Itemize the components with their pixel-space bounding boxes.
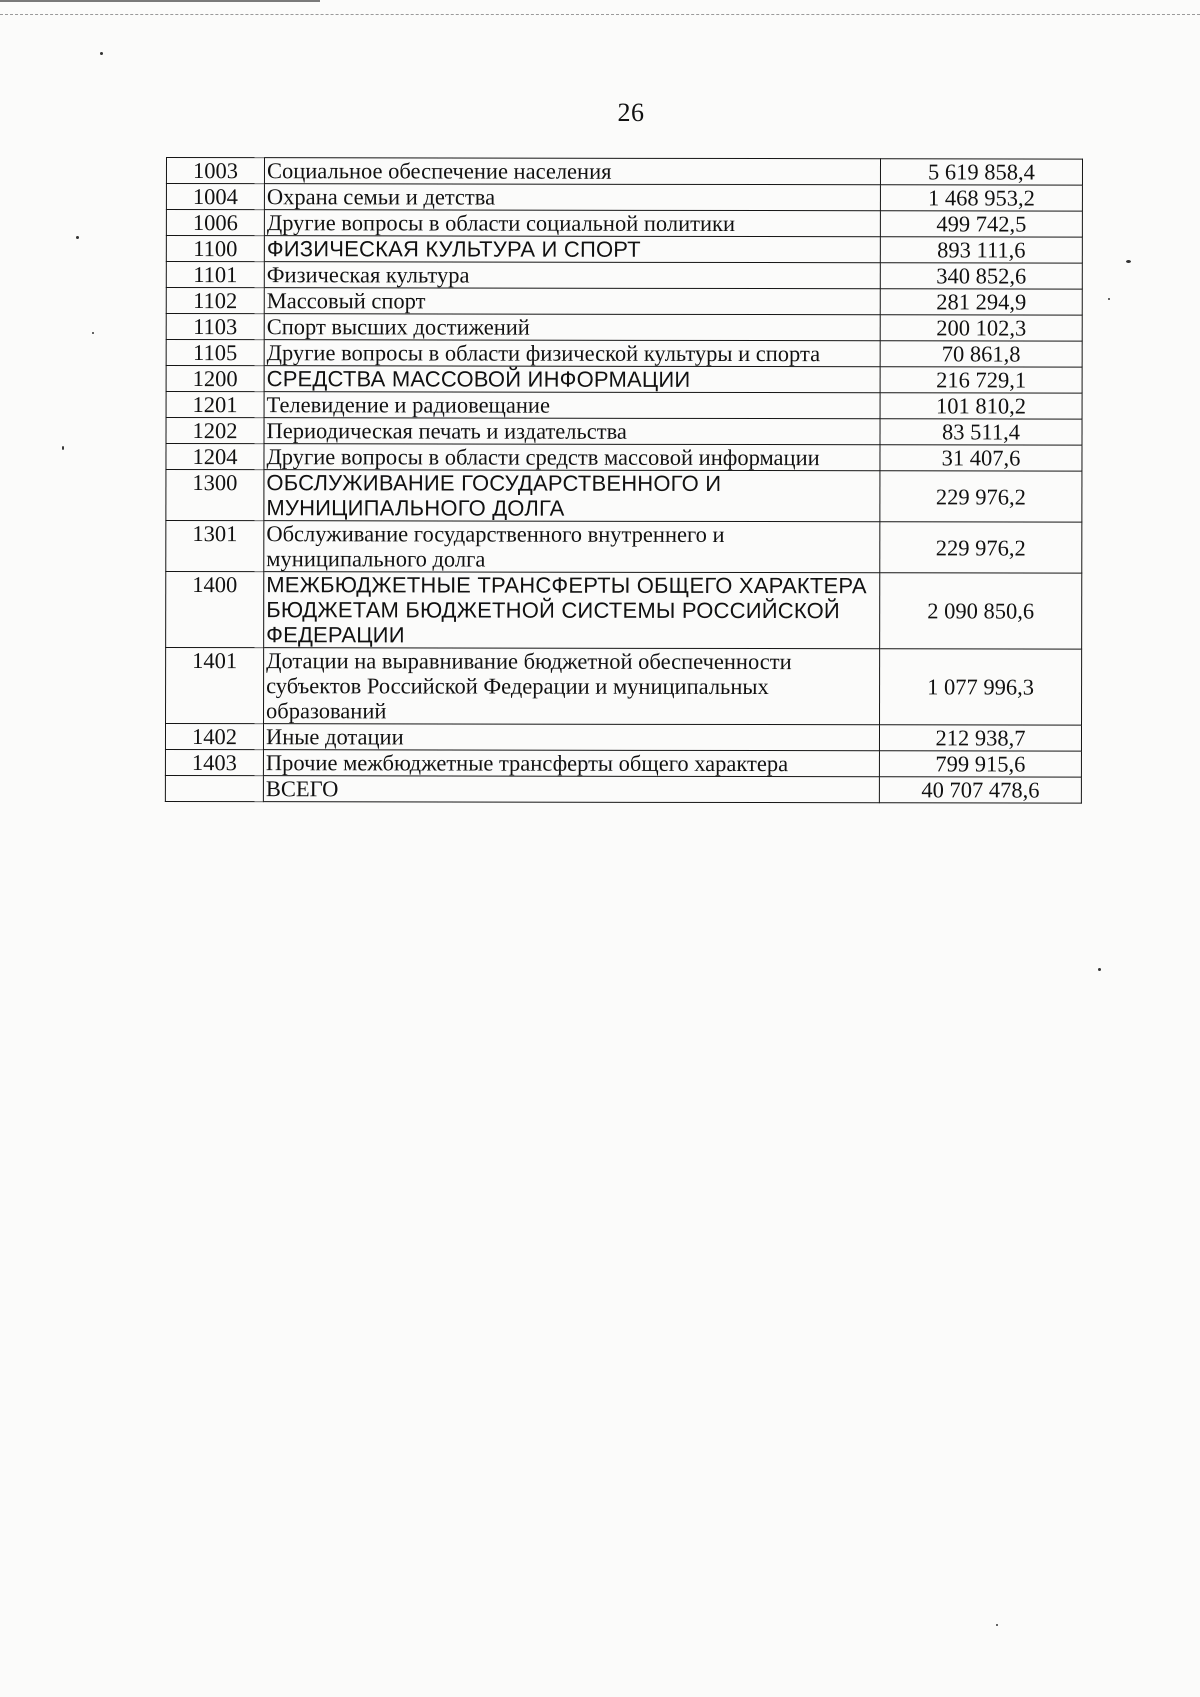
row-amount: 5 619 858,4 [880, 159, 1082, 185]
row-amount: 281 294,9 [880, 289, 1082, 315]
scan-edge-dashes [0, 14, 1200, 15]
row-name: Охрана семьи и детства [264, 184, 880, 211]
row-name: Массовый спорт [264, 288, 880, 315]
row-code [165, 775, 263, 801]
row-code: 1101 [166, 262, 264, 288]
row-name: Дотации на выравнивание бюджетной обеспеченности субъектов Российской Федерации и муниципальных образований [264, 648, 880, 725]
row-code: 1003 [166, 158, 264, 184]
budget-table [165, 157, 1083, 804]
row-code: 1301 [166, 521, 264, 572]
row-amount: 229 976,2 [880, 522, 1082, 573]
row-amount: 499 742,5 [880, 211, 1082, 237]
row-code: 1202 [166, 418, 264, 444]
row-code: 1300 [166, 470, 264, 521]
row-name: Прочие межбюджетные трансферты общего характера [263, 750, 879, 777]
row-amount: 216 729,1 [880, 367, 1082, 393]
row-amount: 1 468 953,2 [880, 185, 1082, 211]
total-row [165, 775, 1081, 803]
table-row [166, 648, 1082, 726]
page-number: 26 [617, 98, 645, 127]
row-code: 1105 [166, 340, 264, 366]
scan-speck [996, 1624, 998, 1626]
table-row [166, 521, 1082, 574]
row-code: 1201 [166, 392, 264, 418]
row-amount: 31 407,6 [880, 445, 1082, 471]
row-amount: 70 861,8 [880, 341, 1082, 367]
scan-speck [1108, 298, 1110, 300]
row-name: Другие вопросы в области средств массовой информации [264, 444, 880, 471]
table-row [166, 288, 1082, 316]
row-amount: 83 511,4 [880, 419, 1082, 445]
table-row [166, 444, 1082, 472]
row-name: ФИЗИЧЕСКАЯ КУЛЬТУРА И СПОРТ [264, 236, 880, 263]
row-name: Другие вопросы в области физической культуры и спорта [264, 340, 880, 367]
row-amount: 229 976,2 [880, 471, 1082, 522]
table-row [166, 418, 1082, 446]
total-label: ВСЕГО [263, 776, 879, 803]
scan-speck [76, 236, 79, 239]
scan-speck [100, 52, 103, 55]
row-name: Физическая культура [264, 262, 880, 289]
row-name: МЕЖБЮДЖЕТНЫЕ ТРАНСФЕРТЫ ОБЩЕГО ХАРАКТЕРА БЮДЖЕТАМ БЮДЖЕТНОЙ СИСТЕМЫ РОССИЙСКОЙ ФЕДЕРАЦИИ [264, 572, 880, 649]
row-amount: 200 102,3 [880, 315, 1082, 341]
row-name: ОБСЛУЖИВАНИЕ ГОСУДАРСТВЕННОГО И МУНИЦИПАЛЬНОГО ДОЛГА [264, 470, 880, 522]
row-amount: 893 111,6 [880, 237, 1082, 263]
total-amount: 40 707 478,6 [879, 777, 1081, 803]
table-row [166, 572, 1082, 650]
scan-edge-line [0, 0, 320, 2]
row-name: Периодическая печать и издательства [264, 418, 880, 445]
row-name: Обслуживание государственного внутреннего и муниципального долга [264, 521, 880, 573]
table-row [166, 184, 1082, 212]
scan-speck [62, 446, 64, 450]
row-code: 1400 [166, 572, 264, 648]
row-code: 1006 [166, 210, 264, 236]
table-row [166, 366, 1082, 394]
row-name: Иные дотации [263, 724, 879, 751]
table-row [166, 470, 1082, 523]
row-code: 1103 [166, 314, 264, 340]
row-code: 1402 [165, 724, 263, 750]
row-code: 1004 [166, 184, 264, 210]
budget-table-body [165, 158, 1082, 804]
table-row [166, 236, 1082, 264]
row-name: Телевидение и радиовещание [264, 392, 880, 419]
row-name: Спорт высших достижений [264, 314, 880, 341]
row-name: Социальное обеспечение населения [264, 158, 880, 185]
row-code: 1200 [166, 366, 264, 392]
table-row [166, 158, 1082, 186]
scan-speck [1126, 260, 1131, 263]
row-amount: 340 852,6 [880, 263, 1082, 289]
table-row [166, 314, 1082, 342]
table-row [166, 210, 1082, 238]
scan-speck [1098, 968, 1101, 971]
table-row [165, 750, 1081, 778]
row-amount: 2 090 850,6 [880, 573, 1082, 649]
table-row [166, 262, 1082, 290]
row-code: 1403 [165, 750, 263, 776]
row-amount: 212 938,7 [879, 725, 1081, 751]
scan-speck [92, 332, 94, 334]
table-row [166, 392, 1082, 420]
row-code: 1204 [166, 444, 264, 470]
row-code: 1100 [166, 236, 264, 262]
row-amount: 1 077 996,3 [880, 649, 1082, 725]
row-amount: 101 810,2 [880, 393, 1082, 419]
row-code: 1102 [166, 288, 264, 314]
row-code: 1401 [166, 648, 264, 724]
row-name: Другие вопросы в области социальной политики [264, 210, 880, 237]
row-name: СРЕДСТВА МАССОВОЙ ИНФОРМАЦИИ [264, 366, 880, 393]
table-row [166, 340, 1082, 368]
row-amount: 799 915,6 [879, 751, 1081, 777]
table-row [165, 724, 1081, 752]
